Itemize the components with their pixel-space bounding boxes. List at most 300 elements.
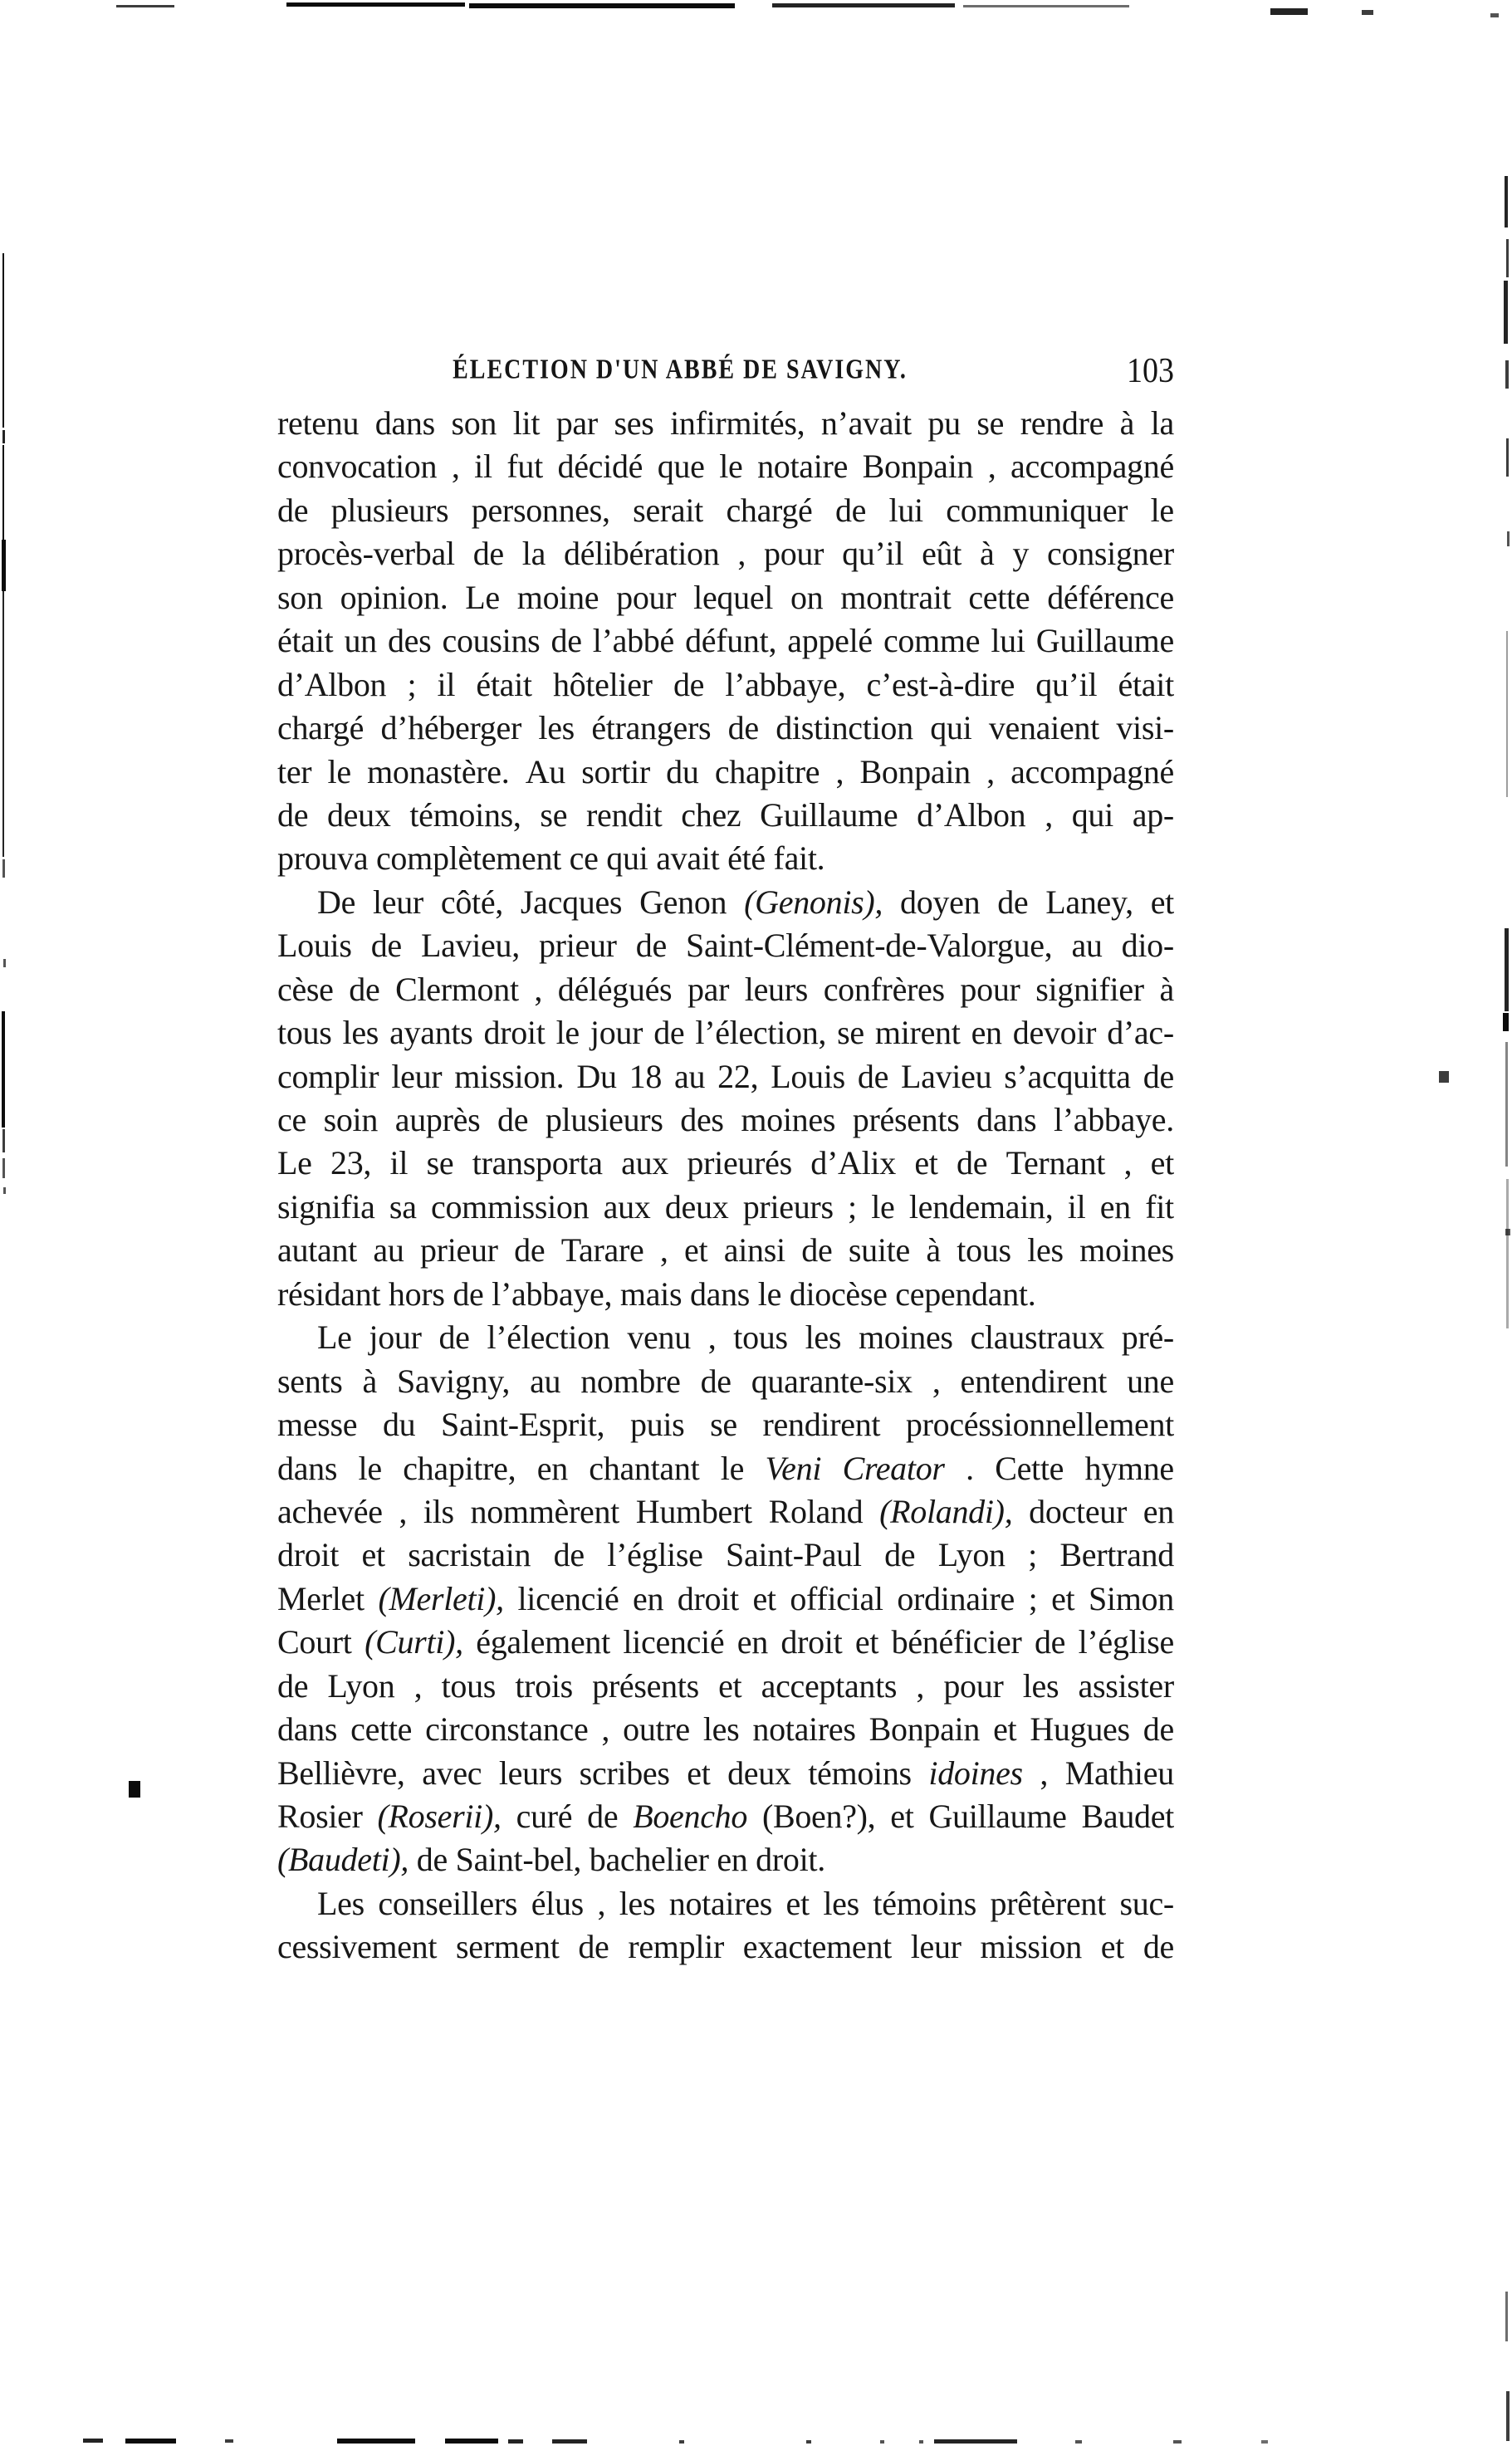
word: de xyxy=(444,1274,484,1313)
word: le xyxy=(1150,491,1174,529)
word: de xyxy=(673,665,705,703)
word: (Curti), xyxy=(365,1623,463,1661)
text-line xyxy=(277,707,1174,750)
word: puis xyxy=(629,1406,685,1444)
word: du xyxy=(666,752,699,790)
word: droit xyxy=(677,1579,739,1617)
word: Mathieu xyxy=(1064,1754,1174,1792)
word: par xyxy=(687,970,730,1008)
word: , xyxy=(534,970,543,1008)
word: Boencho xyxy=(633,1798,748,1835)
text-line xyxy=(277,1403,1174,1446)
word: Le xyxy=(465,578,500,616)
scan-artifact xyxy=(2,859,5,878)
word: rendit xyxy=(585,795,663,834)
word: Bonpain xyxy=(862,448,974,486)
word: était xyxy=(1118,665,1174,703)
word: hymne xyxy=(1084,1449,1174,1487)
word: droit xyxy=(277,1536,340,1574)
word: deux xyxy=(727,1754,791,1792)
word: , xyxy=(659,1231,668,1269)
word: retenu xyxy=(277,404,360,442)
word: pour xyxy=(960,970,1020,1008)
word: dans xyxy=(976,1101,1037,1138)
scan-artifact xyxy=(3,959,6,967)
word: Au xyxy=(525,752,566,790)
word: plusieurs xyxy=(545,1101,663,1138)
word: dans xyxy=(374,404,435,442)
word: Guillaume xyxy=(760,795,898,834)
word: de xyxy=(834,491,867,529)
text-line xyxy=(277,1708,1174,1751)
word: sortir xyxy=(581,752,650,790)
word: d’Albon xyxy=(277,665,387,703)
word: les xyxy=(1022,1666,1059,1705)
word: Roland xyxy=(768,1492,864,1530)
word: procéssionnellement xyxy=(905,1406,1174,1444)
scan-artifact xyxy=(1490,13,1499,17)
word: conseillers xyxy=(378,1884,518,1922)
word: et xyxy=(718,1666,742,1705)
word: l’abbé xyxy=(592,622,674,660)
word: Saint-Paul xyxy=(726,1536,862,1574)
word: chantant xyxy=(589,1449,700,1487)
scan-artifact xyxy=(1507,531,1510,546)
text-line xyxy=(277,794,1174,837)
scan-artifact xyxy=(83,2439,103,2443)
word: jour xyxy=(369,1318,422,1357)
text-line xyxy=(277,837,1174,880)
word: il xyxy=(1067,1187,1086,1225)
word: droit xyxy=(483,1014,546,1052)
word: (Roserii), xyxy=(377,1798,502,1835)
word: pu xyxy=(927,404,961,442)
word: cependant. xyxy=(887,1274,1036,1313)
word: les xyxy=(823,1884,859,1922)
word: élus xyxy=(531,1884,584,1922)
text-line xyxy=(277,445,1174,488)
scan-artifact xyxy=(1505,1042,1508,1167)
word: des xyxy=(680,1101,724,1138)
word: (Genonis), xyxy=(744,883,883,921)
word: Les xyxy=(317,1884,365,1922)
word: hôtelier xyxy=(552,665,653,703)
word: convocation xyxy=(277,448,438,486)
word: Humbert xyxy=(635,1492,752,1530)
word: avait xyxy=(648,839,720,878)
word: ayants xyxy=(389,1014,473,1052)
word: idoines xyxy=(928,1754,1023,1792)
word: de xyxy=(578,1928,609,1966)
word: Baudet xyxy=(1081,1798,1174,1835)
word: de xyxy=(997,883,1029,921)
word: Hugues xyxy=(1030,1710,1130,1749)
word: official xyxy=(790,1579,883,1617)
word: d’Albon xyxy=(917,795,1026,834)
page-body xyxy=(277,402,1174,1969)
word: les xyxy=(1027,1231,1064,1269)
word: , xyxy=(597,1884,606,1922)
text-line xyxy=(277,1011,1174,1054)
word: en xyxy=(1099,1187,1131,1225)
word: Rosier xyxy=(277,1798,363,1835)
word: lui xyxy=(991,622,1025,660)
word: complir xyxy=(277,1057,379,1095)
word: , xyxy=(1040,1754,1049,1792)
scan-artifact xyxy=(225,2439,233,2443)
word: tous xyxy=(441,1666,497,1705)
word: et xyxy=(687,1754,711,1792)
word: cette xyxy=(968,578,1030,616)
word: Lavieu xyxy=(901,1057,992,1095)
word: ter xyxy=(277,752,312,790)
scan-artifact xyxy=(880,2440,884,2444)
word: assister xyxy=(1078,1666,1174,1705)
text-line xyxy=(277,663,1174,707)
word: Saint-bel, xyxy=(447,1841,582,1879)
word: cousins xyxy=(442,622,541,660)
word: tous xyxy=(733,1318,788,1357)
scan-artifact xyxy=(1261,2440,1268,2444)
word: l’élection, xyxy=(695,1014,827,1052)
word: de xyxy=(553,1536,585,1574)
word: 22, xyxy=(717,1057,759,1095)
word: droit xyxy=(780,1623,843,1661)
word: ce xyxy=(560,839,599,878)
word: comme xyxy=(883,622,981,660)
word: les xyxy=(702,1710,740,1749)
scan-artifact xyxy=(1506,1179,1509,1328)
word: des xyxy=(387,622,432,660)
word: de xyxy=(472,535,504,573)
word: Court xyxy=(277,1623,352,1661)
word: chargé xyxy=(726,491,813,529)
word: prêtèrent xyxy=(990,1884,1106,1922)
word: moines xyxy=(1079,1231,1174,1269)
word: témoins, xyxy=(409,795,521,834)
word: dio- xyxy=(1121,927,1174,965)
scan-artifact xyxy=(1362,10,1373,15)
word: Cette xyxy=(995,1449,1064,1487)
word: Merlet xyxy=(277,1579,365,1617)
word: de xyxy=(1143,1710,1174,1749)
word: infirmités, xyxy=(670,404,805,442)
word: 23, xyxy=(330,1144,372,1182)
word: l’église xyxy=(1078,1623,1174,1661)
word: une xyxy=(1127,1362,1174,1400)
word: de xyxy=(957,1144,988,1182)
word: sents xyxy=(277,1362,343,1400)
text-line xyxy=(277,1925,1174,1969)
word: de xyxy=(438,1318,470,1357)
word: diocèse xyxy=(781,1274,888,1313)
word: deux xyxy=(326,795,391,834)
scan-artifact xyxy=(1506,438,1509,477)
word: aux xyxy=(621,1144,668,1182)
word: côté, xyxy=(440,883,503,921)
word: cessivement xyxy=(277,1928,438,1966)
word: Jacques xyxy=(520,883,623,921)
word: , xyxy=(737,535,746,573)
word: et xyxy=(914,1144,938,1182)
word: (Boen?), xyxy=(761,1798,876,1835)
word: était xyxy=(277,622,334,660)
word: de xyxy=(497,1101,529,1138)
word: Saint-Esprit, xyxy=(441,1406,605,1444)
scan-artifact xyxy=(286,2,465,7)
word: serait xyxy=(633,491,703,529)
scan-artifact xyxy=(1506,2391,1510,2441)
word: doyen xyxy=(900,883,981,921)
word: chapitre, xyxy=(403,1449,516,1487)
word: Creator xyxy=(842,1449,945,1487)
word: , xyxy=(399,1492,408,1530)
scan-artifact xyxy=(2,430,5,443)
word: et xyxy=(752,1579,776,1617)
text-line xyxy=(277,489,1174,532)
word: de xyxy=(277,491,309,529)
word: du xyxy=(382,1406,416,1444)
word: et xyxy=(684,1231,708,1269)
word: messe xyxy=(277,1406,358,1444)
text-line xyxy=(277,1578,1174,1621)
word: sa xyxy=(389,1187,417,1225)
word: se xyxy=(710,1406,737,1444)
word: ; xyxy=(407,665,417,703)
word: Ternant xyxy=(1006,1144,1106,1182)
word: rendirent xyxy=(762,1406,881,1444)
word: moines xyxy=(741,1101,836,1138)
word: leurs xyxy=(498,1754,563,1792)
word: plusieurs xyxy=(330,491,449,529)
word: docteur xyxy=(1029,1492,1127,1530)
word: accompagné xyxy=(1010,752,1174,790)
word: ; xyxy=(1028,1579,1038,1617)
word: cette xyxy=(350,1710,413,1749)
word: les xyxy=(619,1884,656,1922)
text-line xyxy=(277,532,1174,575)
word: de xyxy=(370,927,402,965)
word: notaires xyxy=(668,1884,772,1922)
text-line xyxy=(277,1621,1174,1664)
word: à xyxy=(362,1362,377,1400)
word: on xyxy=(790,578,824,616)
text-line xyxy=(277,1142,1174,1185)
word: Louis xyxy=(277,927,352,965)
word: achevée xyxy=(277,1492,383,1530)
word: dans xyxy=(682,1274,751,1313)
word: délégués xyxy=(557,970,673,1008)
word: (Rolandi), xyxy=(879,1492,1013,1530)
word: tous xyxy=(957,1231,1011,1269)
word: de xyxy=(801,1231,833,1269)
scan-artifact xyxy=(508,2439,523,2444)
word: et xyxy=(1051,1579,1075,1617)
scan-artifact xyxy=(2,1011,5,1128)
scan-artifact xyxy=(2,540,6,591)
word: l’abbaye, xyxy=(483,1274,613,1313)
word: ; xyxy=(848,1187,857,1225)
word: au xyxy=(674,1057,706,1095)
word: prieur xyxy=(419,1231,498,1269)
word: Bonpain xyxy=(869,1710,981,1749)
word: en xyxy=(708,1841,748,1879)
word: ainsi xyxy=(723,1231,785,1269)
word: , xyxy=(1123,1144,1133,1182)
word: pour xyxy=(943,1666,1004,1705)
text-line xyxy=(277,1795,1174,1838)
scan-artifact xyxy=(772,3,955,7)
word: distinction xyxy=(776,709,913,747)
word: la xyxy=(521,535,546,573)
word: accompagné xyxy=(1010,448,1174,486)
word: à xyxy=(1159,970,1174,1008)
word: soin xyxy=(323,1101,379,1138)
word: qui xyxy=(1071,795,1113,834)
word: communiquer xyxy=(946,491,1128,529)
word: moines xyxy=(858,1318,953,1357)
scan-artifact xyxy=(116,5,174,7)
word: dans xyxy=(277,1710,338,1749)
word: et xyxy=(1100,1928,1124,1966)
word: chapitre xyxy=(714,752,820,790)
word: droit. xyxy=(747,1841,825,1879)
word: Bonpain xyxy=(859,752,971,790)
word: confrères xyxy=(823,970,945,1008)
word: Louis xyxy=(771,1057,845,1095)
word: 18 xyxy=(629,1057,663,1095)
word: dans xyxy=(277,1449,338,1487)
word: visi- xyxy=(1116,709,1174,747)
word: de xyxy=(277,795,309,834)
word: eût xyxy=(922,535,962,573)
word: résidant xyxy=(277,1274,381,1313)
word: (Baudeti), xyxy=(277,1841,409,1879)
word: d’héberger xyxy=(380,709,521,747)
word: de xyxy=(653,1014,685,1052)
word: se xyxy=(426,1144,454,1182)
word: de xyxy=(587,1798,619,1835)
word: également xyxy=(476,1623,610,1661)
word: , xyxy=(707,1318,717,1357)
word: leur xyxy=(372,883,423,921)
word: Savigny, xyxy=(396,1362,511,1400)
word: témoins xyxy=(873,1884,976,1922)
word: déférence xyxy=(1047,578,1174,616)
page-header xyxy=(277,349,1174,399)
word: le xyxy=(750,1274,782,1313)
scan-artifact xyxy=(2,253,4,428)
word: lit xyxy=(512,404,541,442)
word: appelé xyxy=(787,622,873,660)
word: de xyxy=(1143,1928,1174,1966)
word: , xyxy=(451,448,460,486)
scan-artifact xyxy=(445,2439,498,2444)
word: licencié xyxy=(517,1579,619,1617)
word: ap- xyxy=(1132,795,1174,834)
word: chez xyxy=(681,795,741,834)
word: se xyxy=(837,1014,864,1052)
word: le xyxy=(720,1449,745,1487)
scan-artifact xyxy=(1439,1071,1449,1083)
word: c’est-à-dire xyxy=(866,665,1015,703)
word: lendemain, xyxy=(908,1187,1054,1225)
word: son xyxy=(277,578,323,616)
word: que xyxy=(657,448,705,486)
word: pour xyxy=(764,535,825,573)
scan-artifact xyxy=(806,2440,811,2444)
word: bénéficier xyxy=(891,1623,1022,1661)
word: mission xyxy=(980,1928,1082,1966)
word: sacristain xyxy=(408,1536,531,1574)
word: d’Alix xyxy=(810,1144,896,1182)
word: et xyxy=(1150,883,1174,921)
word: Bellièvre, xyxy=(277,1754,405,1792)
word: Lyon xyxy=(327,1666,395,1705)
word: entendirent xyxy=(960,1362,1108,1400)
word: ordinaire xyxy=(897,1579,1015,1617)
word: Tarare xyxy=(560,1231,644,1269)
word: en xyxy=(536,1449,568,1487)
text-line xyxy=(277,1316,1174,1359)
scan-artifact xyxy=(129,1781,140,1798)
scan-artifact xyxy=(1506,631,1508,797)
word: la xyxy=(1150,404,1174,442)
word: et xyxy=(854,1623,879,1661)
word: décidé xyxy=(557,448,643,486)
word: et xyxy=(361,1536,385,1574)
word: exactement xyxy=(742,1928,892,1966)
word: s’acquitta xyxy=(1004,1057,1131,1095)
scan-artifact xyxy=(1504,281,1508,344)
word: un xyxy=(344,622,377,660)
word: , xyxy=(987,448,996,486)
word: signifier xyxy=(1035,970,1144,1008)
word: de xyxy=(514,1231,546,1269)
word: jour xyxy=(590,1014,643,1052)
word: en xyxy=(1143,1492,1174,1530)
scan-artifact xyxy=(1173,2440,1182,2444)
word: , xyxy=(601,1710,610,1749)
word: opinion. xyxy=(340,578,448,616)
text-line xyxy=(277,968,1174,1011)
word: il xyxy=(437,665,456,703)
scan-artifact xyxy=(2,1158,5,1178)
word: était xyxy=(476,665,532,703)
word: chargé xyxy=(277,709,365,747)
word: lequel xyxy=(693,578,774,616)
word: de xyxy=(349,970,380,1008)
scan-artifact xyxy=(2,591,4,857)
word: au xyxy=(373,1231,404,1269)
word: de xyxy=(409,1841,448,1879)
word: qu’il xyxy=(842,535,904,573)
scan-artifact xyxy=(1270,8,1308,15)
word: (Merleti), xyxy=(378,1579,504,1617)
word: et xyxy=(890,1798,914,1835)
word: et xyxy=(1150,1144,1174,1182)
word: qui xyxy=(930,709,972,747)
word: Genon xyxy=(639,883,727,921)
word: bachelier xyxy=(581,1841,709,1879)
word: les xyxy=(805,1318,842,1357)
word: Le xyxy=(317,1318,352,1357)
word: complètement xyxy=(368,839,561,878)
word: Laney, xyxy=(1045,883,1133,921)
word: montrait xyxy=(840,578,952,616)
word: de xyxy=(635,927,667,965)
word: en xyxy=(736,1623,768,1661)
